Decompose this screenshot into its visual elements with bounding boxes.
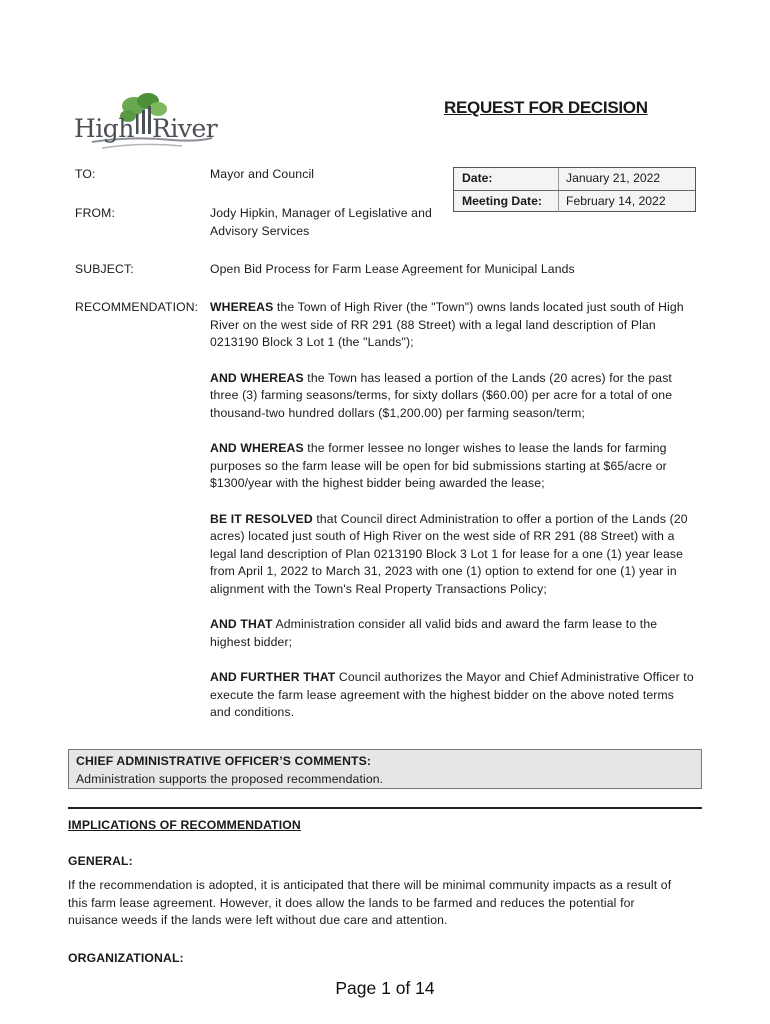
meeting-date-value: February 14, 2022 xyxy=(566,194,666,208)
clause-text: three (3) farming seasons/terms, for sixty dollars ($60.00) per acre for a total of one xyxy=(210,388,673,402)
from-value xyxy=(210,205,432,240)
clause-text: thousand-two hundred dollars ($1,200.00) per farming season/term; xyxy=(210,405,585,420)
from-value-line: Advisory Services xyxy=(210,223,310,238)
clause-text: the Town has leased a portion of the Lands (20 acres) for the past xyxy=(303,370,672,385)
clause-text: highest bidder; xyxy=(210,634,293,649)
to-value: Mayor and Council xyxy=(210,167,315,181)
cao-comments-heading: CHIEF ADMINISTRATIVE OFFICER’S COMMENTS: xyxy=(76,754,372,768)
recommendation-body xyxy=(210,299,700,740)
recommendation-clause xyxy=(210,299,700,352)
clause-text: $1300/year with the highest bidder being awarded the lease; xyxy=(210,476,545,490)
clause-lead: AND FURTHER THAT xyxy=(210,670,336,684)
recommendation-clause xyxy=(210,669,700,722)
recommendation-clause xyxy=(210,440,700,493)
cao-comments-box xyxy=(68,749,702,789)
clause-text: and conditions. xyxy=(210,705,295,719)
meeting-date-row xyxy=(454,190,695,212)
date-row xyxy=(454,168,695,190)
from-label: FROM: xyxy=(75,206,116,220)
clause-text: Administration consider all valid bids and award the farm lease to the xyxy=(272,617,658,631)
general-text-line: this farm lease agreement. However, it does allow the lands to be farmed and reduces the potential for xyxy=(68,895,635,910)
meeting-date-label: Meeting Date: xyxy=(462,194,542,208)
clause-lead: AND THAT xyxy=(210,617,273,631)
town-logo xyxy=(72,92,222,154)
subject-label: SUBJECT: xyxy=(75,262,134,276)
clause-lead: AND WHEREAS xyxy=(210,441,304,455)
date-box xyxy=(453,167,696,212)
date-value: January 21, 2022 xyxy=(566,171,661,185)
general-text-line: If the recommendation is adopted, it is anticipated that there will be minimal community impacts as a result of xyxy=(68,878,672,892)
page-number: Page 1 of 14 xyxy=(335,978,435,998)
logo-word-river: River xyxy=(152,114,218,143)
clause-text: the Town of High River (the "Town") owns lands located just south of High xyxy=(273,300,684,314)
clause-text: alignment with the Town's Real Property Transactions Policy; xyxy=(210,581,547,596)
recommendation-clause xyxy=(210,616,700,651)
page-title: REQUEST FOR DECISION xyxy=(444,98,648,117)
cao-comments-text: Administration supports the proposed recommendation. xyxy=(76,771,384,786)
clause-text: that Council direct Administration to offer a portion of the Lands (20 xyxy=(312,511,688,526)
section-divider xyxy=(68,807,702,809)
clause-text: execute the farm lease agreement with the highest bidder on the above noted terms xyxy=(210,687,675,702)
subject-value: Open Bid Process for Farm Lease Agreement for Municipal Lands xyxy=(210,262,575,276)
clause-text: purposes so the farm lease will be open for bid submissions starting at $65/acre or xyxy=(210,458,667,473)
clause-text: River on the west side of RR 291 (88 Street) with a legal land description of Plan xyxy=(210,317,656,332)
recommendation-clause xyxy=(210,511,700,599)
logo-word-high: High xyxy=(74,114,134,143)
clause-lead: BE IT RESOLVED xyxy=(210,511,313,526)
clause-lead: WHEREAS xyxy=(210,300,274,314)
from-value-line: Jody Hipkin, Manager of Legislative and xyxy=(210,206,432,220)
clause-text: 0213190 Block 3 Lot 1 (the "Lands"); xyxy=(210,335,414,349)
general-text-line: nuisance weeds if the lands were left without due care and attention. xyxy=(68,913,448,927)
clause-text: from April 1, 2022 to March 31, 2023 with one (1) option to extend for one (1) year in xyxy=(210,564,677,578)
to-label: TO: xyxy=(75,167,96,181)
organizational-heading: ORGANIZATIONAL: xyxy=(68,951,184,965)
recommendation-clause xyxy=(210,370,700,423)
clause-text: the former lessee no longer wishes to lease the lands for farming xyxy=(303,441,667,455)
clause-text: acres) located just south of High River on the west side of RR 291 (88 Street) with a xyxy=(210,529,675,543)
clause-text: Council authorizes the Mayor and Chief Administrative Officer to xyxy=(335,670,694,684)
general-heading: GENERAL: xyxy=(68,854,133,868)
implications-heading: IMPLICATIONS OF RECOMMENDATION xyxy=(68,818,301,832)
clause-text: legal land description of Plan 0213190 Block 3 Lot 1 for lease for a one (1) year lease xyxy=(210,546,684,561)
clause-lead: AND WHEREAS xyxy=(210,370,304,385)
date-label: Date: xyxy=(462,171,493,185)
recommendation-label: RECOMMENDATION: xyxy=(75,300,199,314)
general-text xyxy=(68,877,708,930)
